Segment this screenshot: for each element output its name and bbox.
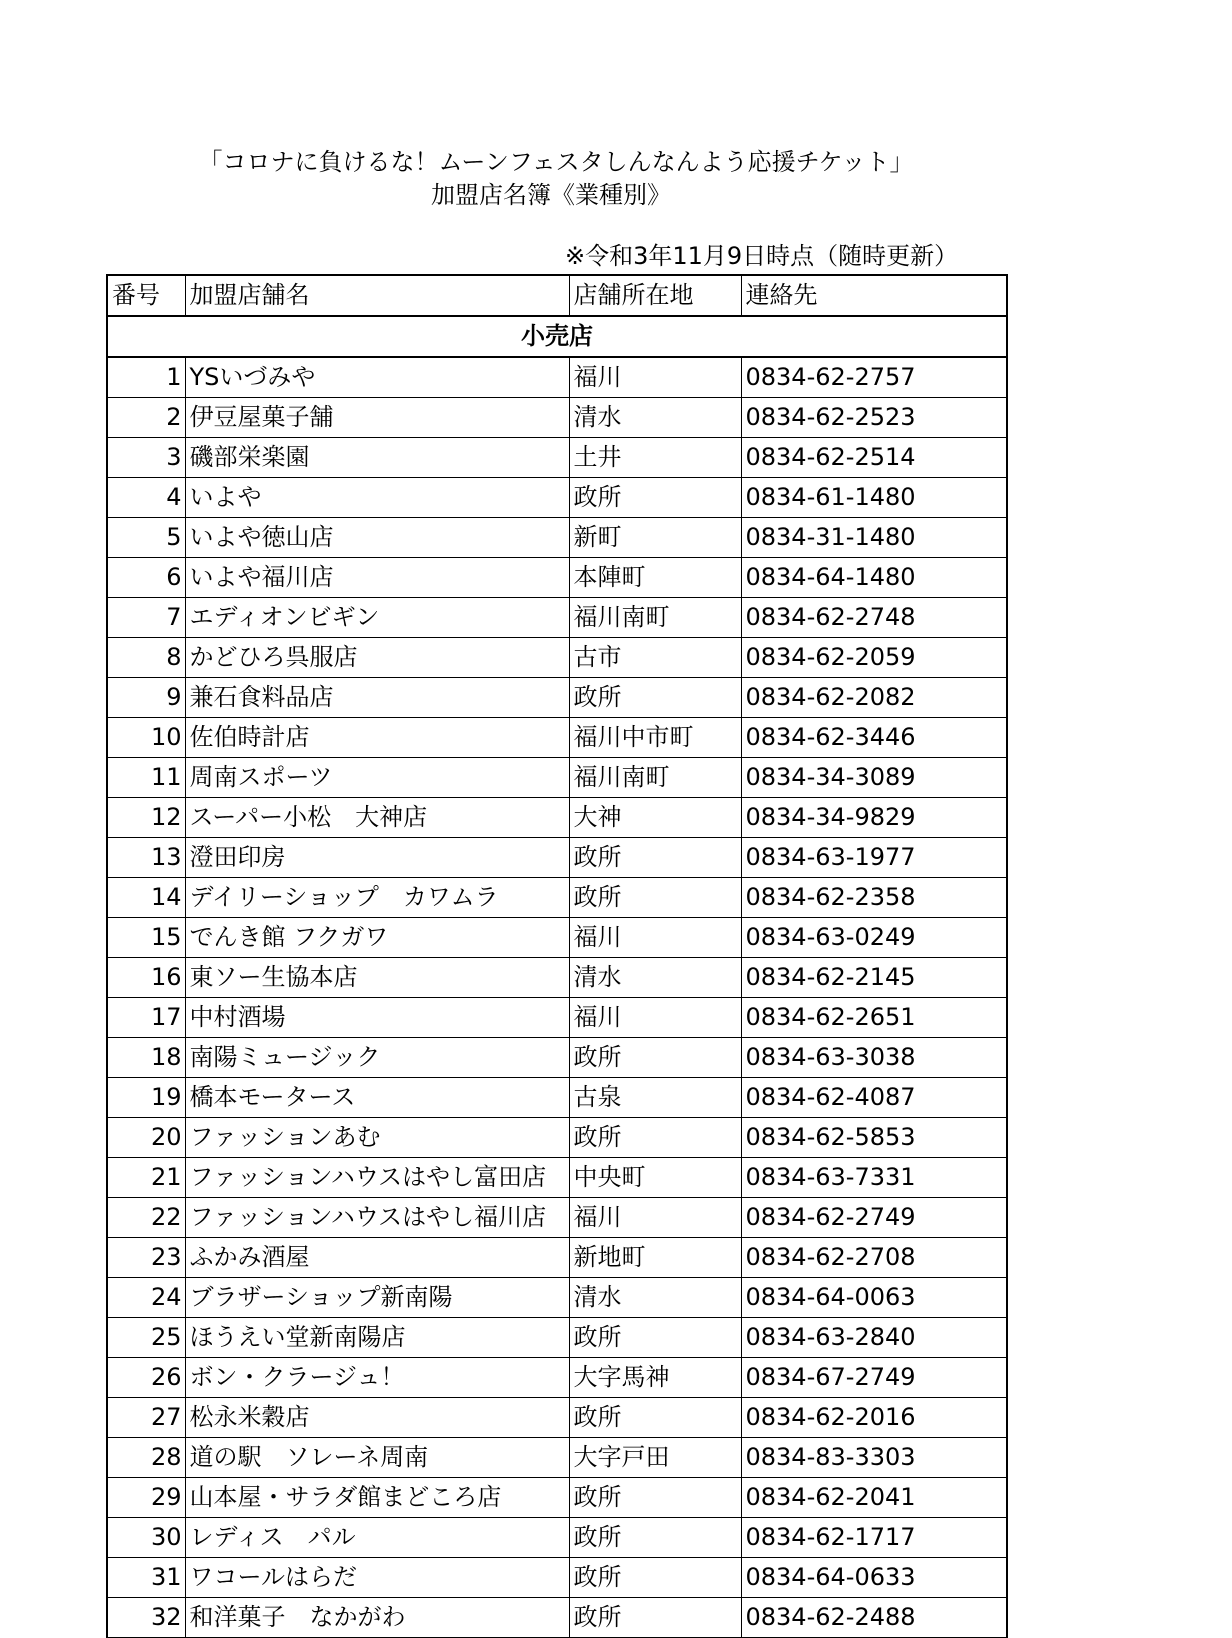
store-name: かどひろ呉服店	[185, 638, 569, 678]
row-number: 31	[107, 1558, 185, 1598]
store-location: 清水	[569, 958, 741, 998]
store-name: 伊豆屋菓子舗	[185, 398, 569, 438]
row-number: 23	[107, 1238, 185, 1278]
row-number: 32	[107, 1598, 185, 1638]
table-row	[107, 1558, 1007, 1598]
header-location: 店舗所在地	[569, 275, 741, 316]
store-phone: 0834-62-2358	[741, 878, 1007, 918]
store-name: 東ソー生協本店	[185, 958, 569, 998]
store-location: 政所	[569, 1318, 741, 1358]
store-name: 兼石食料品店	[185, 678, 569, 718]
store-name: デイリーショップ カワムラ	[185, 878, 569, 918]
store-phone: 0834-63-0249	[741, 918, 1007, 958]
row-number: 10	[107, 718, 185, 758]
store-location: 古市	[569, 638, 741, 678]
store-location: 福川	[569, 918, 741, 958]
row-number: 24	[107, 1278, 185, 1318]
store-phone: 0834-62-2016	[741, 1398, 1007, 1438]
table-row	[107, 1238, 1007, 1278]
row-number: 21	[107, 1158, 185, 1198]
table-row	[107, 1078, 1007, 1118]
store-location: 清水	[569, 398, 741, 438]
table-row	[107, 518, 1007, 558]
store-location: 福川	[569, 357, 741, 398]
store-name: 中村酒場	[185, 998, 569, 1038]
table-row	[107, 1318, 1007, 1358]
row-number: 16	[107, 958, 185, 998]
store-phone: 0834-62-2082	[741, 678, 1007, 718]
row-number: 6	[107, 558, 185, 598]
store-location: 大神	[569, 798, 741, 838]
store-location: 政所	[569, 878, 741, 918]
table-row	[107, 558, 1007, 598]
store-phone: 0834-61-1480	[741, 478, 1007, 518]
store-name: YSいづみや	[185, 357, 569, 398]
table-row	[107, 1358, 1007, 1398]
table-row	[107, 798, 1007, 838]
store-location: 政所	[569, 1398, 741, 1438]
store-name: エディオンビギン	[185, 598, 569, 638]
store-phone: 0834-62-2488	[741, 1598, 1007, 1638]
store-location: 福川中市町	[569, 718, 741, 758]
store-name: ファッションあむ	[185, 1118, 569, 1158]
store-name: スーパー小松 大神店	[185, 798, 569, 838]
row-number: 14	[107, 878, 185, 918]
store-location: 本陣町	[569, 558, 741, 598]
store-name: ファッションハウスはやし福川店	[185, 1198, 569, 1238]
section-row	[107, 316, 1007, 357]
row-number: 8	[107, 638, 185, 678]
store-location: 土井	[569, 438, 741, 478]
table-row	[107, 1598, 1007, 1638]
store-phone: 0834-34-9829	[741, 798, 1007, 838]
table-row	[107, 878, 1007, 918]
table-row	[107, 598, 1007, 638]
store-location: 大字戸田	[569, 1438, 741, 1478]
row-number: 30	[107, 1518, 185, 1558]
row-number: 17	[107, 998, 185, 1038]
store-name: 山本屋・サラダ館まどころ店	[185, 1478, 569, 1518]
table-row	[107, 1118, 1007, 1158]
row-number: 28	[107, 1438, 185, 1478]
store-location: 古泉	[569, 1078, 741, 1118]
header-store-name: 加盟店舗名	[185, 275, 569, 316]
store-name: 澄田印房	[185, 838, 569, 878]
store-phone: 0834-62-2514	[741, 438, 1007, 478]
store-phone: 0834-62-3446	[741, 718, 1007, 758]
store-location: 福川	[569, 998, 741, 1038]
row-number: 26	[107, 1358, 185, 1398]
table-row	[107, 398, 1007, 438]
store-name: いよや福川店	[185, 558, 569, 598]
document-title: 「コロナに負けるな！ムーンフェスタしんなんよう応援チケット」	[198, 148, 914, 176]
store-phone: 0834-62-2145	[741, 958, 1007, 998]
store-location: 清水	[569, 1278, 741, 1318]
store-phone: 0834-62-5853	[741, 1118, 1007, 1158]
store-phone: 0834-62-1717	[741, 1518, 1007, 1558]
store-phone: 0834-62-2749	[741, 1198, 1007, 1238]
table-row	[107, 1478, 1007, 1518]
table-row	[107, 1198, 1007, 1238]
table-row	[107, 1278, 1007, 1318]
store-location: 新地町	[569, 1238, 741, 1278]
store-name: でんき館 フクガワ	[185, 918, 569, 958]
store-name: いよや	[185, 478, 569, 518]
store-name: 松永米穀店	[185, 1398, 569, 1438]
store-phone: 0834-62-2748	[741, 598, 1007, 638]
table-row	[107, 638, 1007, 678]
table-header-row	[107, 275, 1007, 316]
row-number: 11	[107, 758, 185, 798]
table-row	[107, 718, 1007, 758]
table-row	[107, 678, 1007, 718]
table-row	[107, 1038, 1007, 1078]
table-row	[107, 758, 1007, 798]
store-phone: 0834-62-2523	[741, 398, 1007, 438]
table-row	[107, 478, 1007, 518]
header-number: 番号	[107, 275, 185, 316]
store-location: 政所	[569, 1598, 741, 1638]
row-number: 25	[107, 1318, 185, 1358]
store-name: いよや徳山店	[185, 518, 569, 558]
store-location: 福川	[569, 1198, 741, 1238]
store-location: 政所	[569, 838, 741, 878]
store-name: 和洋菓子 なかがわ	[185, 1598, 569, 1638]
store-name: 佐伯時計店	[185, 718, 569, 758]
row-number: 12	[107, 798, 185, 838]
store-phone: 0834-62-2651	[741, 998, 1007, 1038]
update-note: ※令和3年11月9日時点（随時更新）	[565, 242, 959, 270]
store-location: 政所	[569, 1118, 741, 1158]
row-number: 29	[107, 1478, 185, 1518]
store-name: 周南スポーツ	[185, 758, 569, 798]
store-location: 政所	[569, 478, 741, 518]
store-phone: 0834-63-7331	[741, 1158, 1007, 1198]
store-location: 大字馬神	[569, 1358, 741, 1398]
row-number: 15	[107, 918, 185, 958]
store-name: ボン・クラージュ！	[185, 1358, 569, 1398]
store-name: レディス パル	[185, 1518, 569, 1558]
store-location: 新町	[569, 518, 741, 558]
store-name: 磯部栄楽園	[185, 438, 569, 478]
row-number: 4	[107, 478, 185, 518]
table-row	[107, 1518, 1007, 1558]
store-phone: 0834-62-2059	[741, 638, 1007, 678]
store-phone: 0834-63-2840	[741, 1318, 1007, 1358]
row-number: 18	[107, 1038, 185, 1078]
store-location: 政所	[569, 1518, 741, 1558]
store-name: ほうえい堂新南陽店	[185, 1318, 569, 1358]
store-location: 政所	[569, 1478, 741, 1518]
store-name: ファッションハウスはやし富田店	[185, 1158, 569, 1198]
document-subtitle: 加盟店名簿《業種別》	[431, 181, 671, 209]
store-location: 政所	[569, 678, 741, 718]
row-number: 9	[107, 678, 185, 718]
row-number: 1	[107, 357, 185, 398]
header-contact: 連絡先	[741, 275, 1007, 316]
store-phone: 0834-62-2041	[741, 1478, 1007, 1518]
table-row	[107, 1398, 1007, 1438]
store-name: 橋本モータース	[185, 1078, 569, 1118]
store-phone: 0834-34-3089	[741, 758, 1007, 798]
store-phone: 0834-31-1480	[741, 518, 1007, 558]
store-phone: 0834-67-2749	[741, 1358, 1007, 1398]
row-number: 27	[107, 1398, 185, 1438]
table-row	[107, 1438, 1007, 1478]
store-phone: 0834-62-2708	[741, 1238, 1007, 1278]
store-name: 南陽ミュージック	[185, 1038, 569, 1078]
row-number: 2	[107, 398, 185, 438]
table-row	[107, 838, 1007, 878]
store-phone: 0834-64-0063	[741, 1278, 1007, 1318]
table-row	[107, 1158, 1007, 1198]
store-name: ブラザーショップ新南陽	[185, 1278, 569, 1318]
store-name: 道の駅 ソレーネ周南	[185, 1438, 569, 1478]
row-number: 3	[107, 438, 185, 478]
store-name: ワコールはらだ	[185, 1558, 569, 1598]
store-location: 中央町	[569, 1158, 741, 1198]
table-row	[107, 958, 1007, 998]
store-phone: 0834-62-2757	[741, 357, 1007, 398]
table-row	[107, 357, 1007, 398]
store-phone: 0834-64-0633	[741, 1558, 1007, 1598]
store-location: 政所	[569, 1558, 741, 1598]
table-row	[107, 438, 1007, 478]
row-number: 13	[107, 838, 185, 878]
row-number: 5	[107, 518, 185, 558]
row-number: 20	[107, 1118, 185, 1158]
section-title: 小売店	[107, 316, 1007, 357]
row-number: 7	[107, 598, 185, 638]
table-row	[107, 918, 1007, 958]
row-number: 19	[107, 1078, 185, 1118]
store-location: 福川南町	[569, 598, 741, 638]
store-phone: 0834-62-4087	[741, 1078, 1007, 1118]
row-number: 22	[107, 1198, 185, 1238]
member-store-table	[106, 274, 1008, 1638]
store-location: 政所	[569, 1038, 741, 1078]
store-phone: 0834-63-1977	[741, 838, 1007, 878]
store-name: ふかみ酒屋	[185, 1238, 569, 1278]
store-phone: 0834-83-3303	[741, 1438, 1007, 1478]
store-location: 福川南町	[569, 758, 741, 798]
table-row	[107, 998, 1007, 1038]
store-phone: 0834-64-1480	[741, 558, 1007, 598]
store-phone: 0834-63-3038	[741, 1038, 1007, 1078]
